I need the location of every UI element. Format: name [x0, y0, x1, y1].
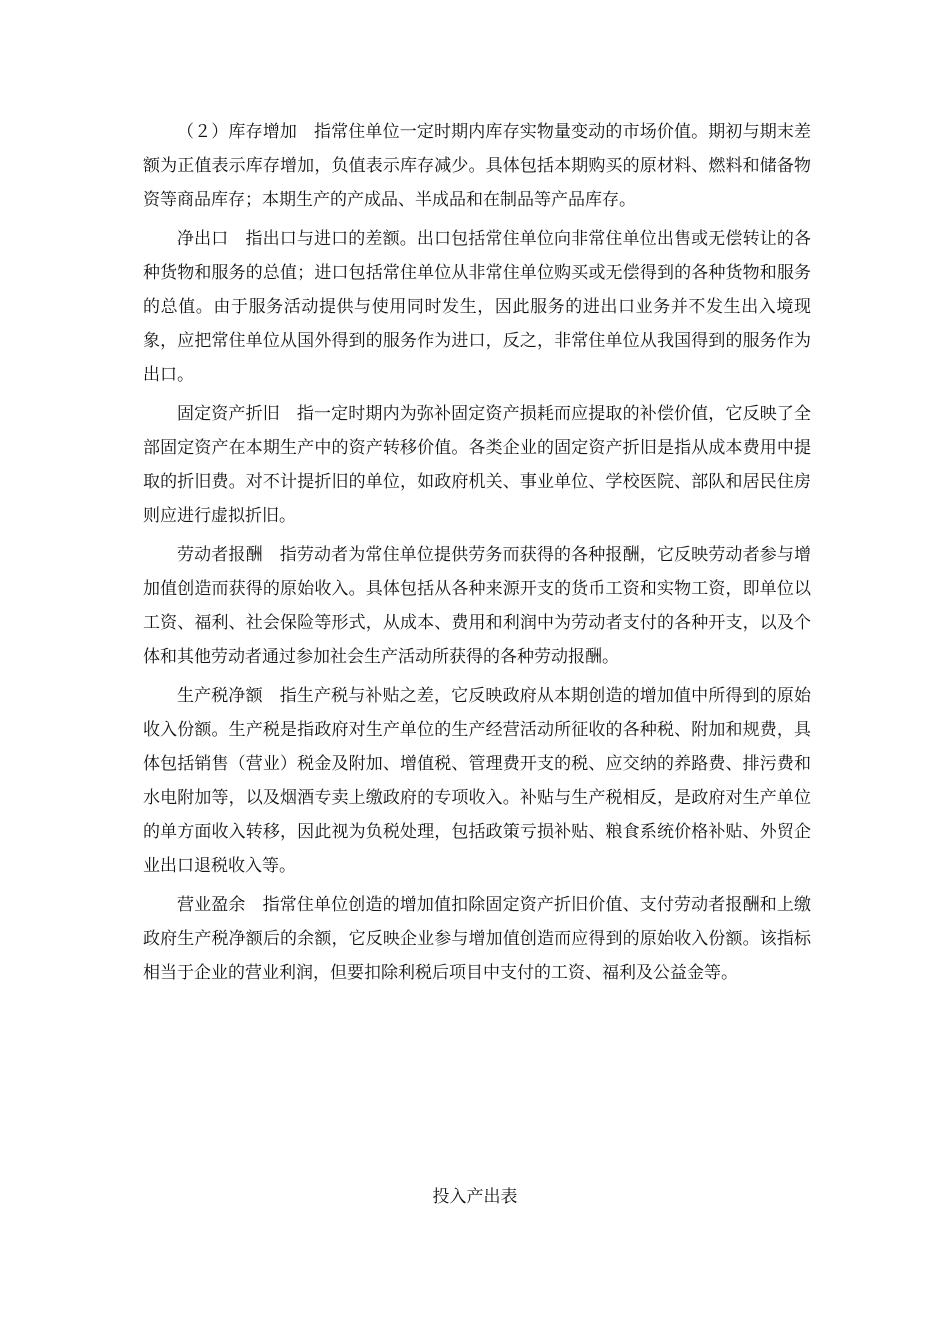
- paragraph-operating-surplus: [143, 888, 811, 990]
- definition-operating-surplus: 指常住单位创造的增加值扣除固定资产折旧价值、支付劳动者报酬和上缴政府生产税净额后的余额，它反映企业参与增加值创造而应得到的原始收入份额。该指标相当于企业的营业利润，但要扣除利税后项目中支付的工资、福利及公益金等。: [143, 895, 812, 983]
- body-text: [143, 115, 811, 995]
- paragraph-inventory-increase: [143, 115, 811, 217]
- paragraph-net-exports: [143, 222, 811, 392]
- term-net-production-tax: 生产税净额: [177, 686, 263, 706]
- definition-compensation: 指劳动者为常住单位提供劳务而获得的各种报酬，它反映劳动者参与增加值创造而获得的原始收入。具体包括从各种来源开支的货币工资和实物工资，即单位以工资、福利、社会保险等形式，从成本、费用和利润中为劳动者支付的各种开支，以及个体和其他劳动者通过参加社会生产活动所获得的各种劳动报酬。: [143, 545, 812, 667]
- definition-inventory-increase: 指常住单位一定时期内库存实物量变动的市场价值。期初与期末差额为正值表示库存增加，负值表示库存减少。具体包括本期购买的原材料、燃料和储备物资等商品库存；本期生产的产成品、半成品和在制品等产品库存。: [143, 122, 811, 210]
- paragraph-depreciation: [143, 397, 811, 533]
- definition-net-production-tax: 指生产税与补贴之差，它反映政府从本期创造的增加值中所得到的原始收入份额。生产税是指政府对生产单位的生产经营活动所征收的各种税、附加和规费，具体包括销售（营业）税金及附加、增值税、管理费开支的税、应交纳的养路费、排污费和水电附加等，以及烟酒专卖上缴政府的专项收入。补贴与生产税相反，是政府对生产单位的单方面收入转移，因此视为负税处理，包括政策亏损补贴、粮食系统价格补贴、外贸企业出口退税收入等。: [143, 686, 812, 876]
- definition-net-exports: 指出口与进口的差额。出口包括常住单位向非常住单位出售或无偿转让的各种货物和服务的总值；进口包括常住单位从非常住单位购买或无偿得到的各种货物和服务的总值。由于服务活动提供与使用同时发生，因此服务的进出口业务并不发生出入境现象，应把常住单位从国外得到的服务作为进口，反之，非常住单位从我国得到的服务作为出口。: [143, 229, 812, 385]
- definition-depreciation: 指一定时期内为弥补固定资产损耗而应提取的补偿价值，它反映了全部固定资产在本期生产中的资产转移价值。各类企业的固定资产折旧是指从成本费用中提取的折旧费。对不计提折旧的单位，如政府机关、事业单位、学校医院、部队和居民住房则应进行虚拟折旧。: [143, 404, 812, 526]
- paragraph-net-production-tax: [143, 679, 811, 883]
- term-inventory-increase: （２）库存增加: [177, 122, 297, 142]
- term-operating-surplus: 营业盈余: [177, 895, 246, 915]
- term-compensation: 劳动者报酬: [177, 545, 263, 565]
- paragraph-compensation: [143, 538, 811, 674]
- section-title: 投入产出表: [432, 1187, 518, 1207]
- term-net-exports: 净出口: [177, 229, 229, 249]
- term-depreciation: 固定资产折旧: [177, 404, 280, 424]
